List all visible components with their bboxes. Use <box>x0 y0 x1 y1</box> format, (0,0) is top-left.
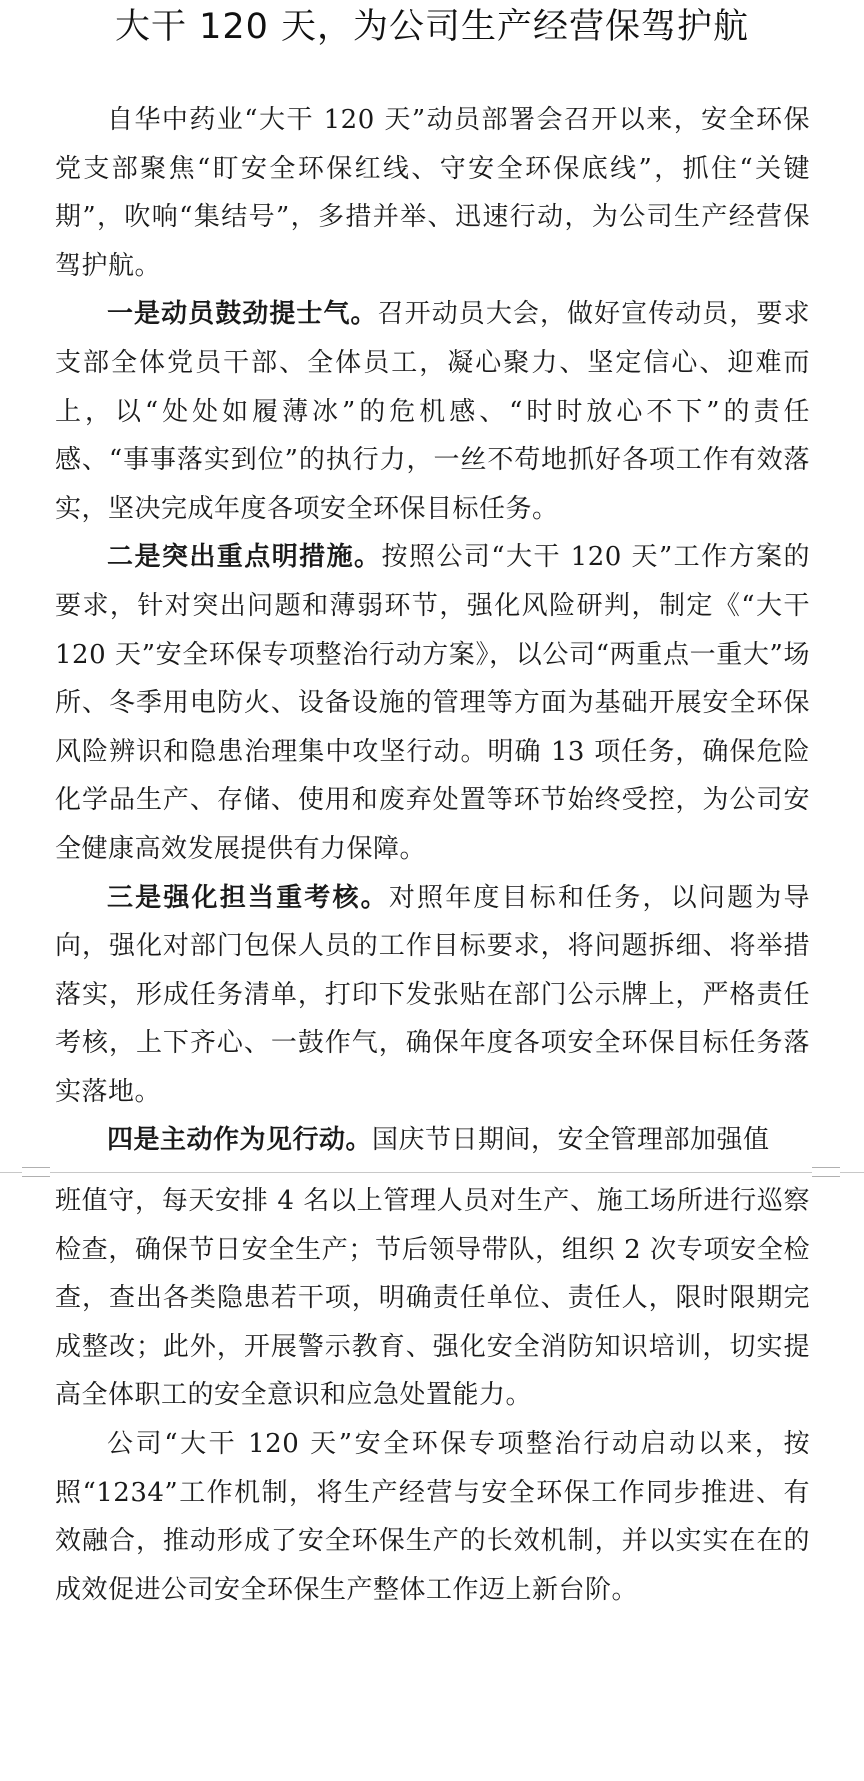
section-2-paragraph <box>55 533 810 873</box>
section-2-lead: 二是突出重点明措施。 <box>107 542 382 573</box>
section-4-lead: 四是主动作为见行动。 <box>107 1125 373 1156</box>
section-4-continued-paragraph: 班值守，每天安排 4 名以上管理人员对生产、施工场所进行巡察检查，确保节日安全生产；节后领导带队，组织 2 次专项安全检查，查出各类隐患若干项，明确责任单位、责任人，限时限期完成整改；此外，开展警示教育、强化安全消防知识培训，切实提高全体职工的安全意识和应急处置能力。 <box>55 1186 810 1411</box>
page-break-line <box>0 1172 864 1173</box>
page-2-body <box>55 1177 810 1614</box>
section-4-paragraph <box>55 1116 810 1165</box>
section-1-body: 召开动员大会，做好宣传动员，要求支部全体党员干部、全体员工，凝心聚力、坚定信心、迎难而上，以“处处如履薄冰”的危机感、“时时放心不下”的责任感、“事事落实到位”的执行力，一丝不苟地抓好各项工作有效落实，坚决完成年度各项安全环保目标任务。 <box>55 299 810 524</box>
section-1-paragraph <box>55 290 810 533</box>
section-3-paragraph <box>55 874 810 1117</box>
section-1-lead: 一是动员鼓劲提士气。 <box>107 299 378 330</box>
page-break-left-marker <box>22 1167 50 1177</box>
page-1-body <box>55 96 810 1165</box>
intro-paragraph: 自华中药业“大干 120 天”动员部署会召开以来，安全环保党支部聚焦“盯安全环保红线、守安全环保底线”，抓住“关键期”，吹响“集结号”，多措并举、迅速行动，为公司生产经营保驾护航。 <box>55 105 810 281</box>
section-3-body: 对照年度目标和任务，以问题为导向，强化对部门包保人员的工作目标要求，将问题拆细、将举措落实，形成任务清单，打印下发张贴在部门公示牌上，严格责任考核，上下齐心、一鼓作气，确保年度各项安全环保目标任务落实落地。 <box>55 882 810 1107</box>
section-3-lead: 三是强化担当重考核。 <box>107 882 389 913</box>
section-4-body: 国庆节日期间，安全管理部加强值 <box>372 1125 770 1156</box>
page-break-right-marker <box>812 1167 840 1177</box>
document-title: 大干 120 天，为公司生产经营保驾护航 <box>114 7 750 47</box>
conclusion-paragraph: 公司“大干 120 天”安全环保专项整治行动启动以来，按照“1234”工作机制，将生产经营与安全环保工作同步推进、有效融合，推动形成了安全环保生产的长效机制，并以实实在在的成效促进公司安全环保生产整体工作迈上新台阶。 <box>55 1428 810 1605</box>
section-2-body: 按照公司“大干 120 天”工作方案的要求，针对突出问题和薄弱环节，强化风险研判，制定《“大干 120 天”安全环保专项整治行动方案》，以公司“两重点一重大”场所、冬季用电防火、设备设施的管理等方面为基础开展安全环保风险辨识和隐患治理集中攻坚行动。明确 13 项任务，确保危险化学品生产、存储、使用和废弃处置等环节始终受控，为公司安全健康高效发展提供有力保障。 <box>55 542 810 864</box>
